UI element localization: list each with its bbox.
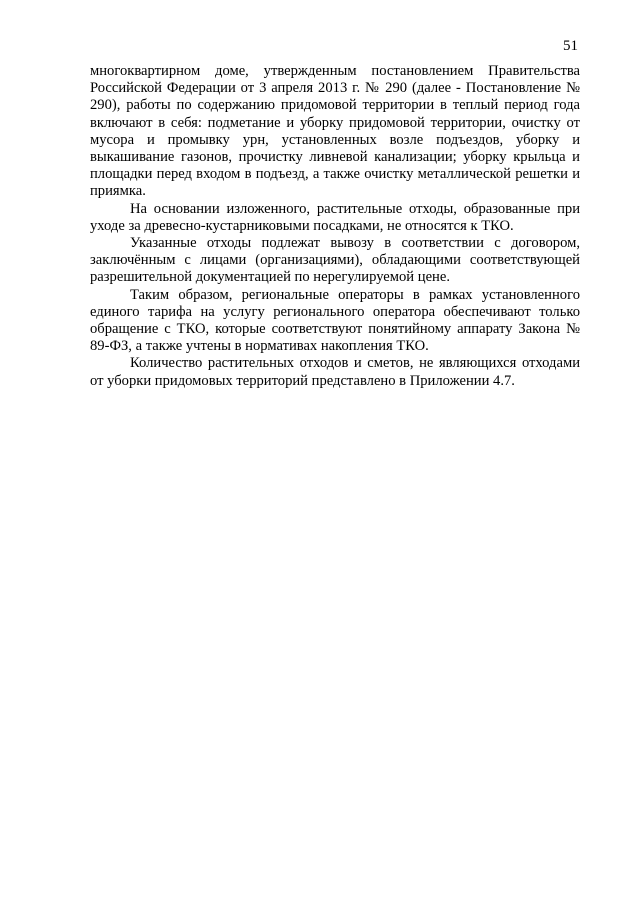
body-text xyxy=(90,63,580,390)
paragraph: На основании изложенного, растительные отходы, образованные при уходе за древесно-кустарниковыми посадками, не относятся к ТКО. xyxy=(90,200,580,234)
paragraph-continuation: многоквартирном доме, утвержденным постановлением Правительства Российской Федерации от 3 апреля 2013 г. № 290 (далее - Постановление № 290), работы по содержанию придомовой территории в теплый период года включают в себя: подметание и уборку придомовой территории, очистку от мусора и промывку урн, установленных возле подъездов, уборку и выкашивание газонов, прочистку ливневой канализации; уборку крыльца и площадки перед входом в подъезд, а также очистку металлической решетки и приямка. xyxy=(90,63,580,200)
page-number: 51 xyxy=(563,38,578,54)
paragraph: Количество растительных отходов и сметов, не являющихся отходами от уборки придомовых территорий представлено в Приложении 4.7. xyxy=(90,355,580,389)
paragraph: Таким образом, региональные операторы в рамках установленного единого тарифа на услугу регионального оператора обеспечивают только обращение с ТКО, которые соответствуют понятийному аппарату Закона № 89-ФЗ, а также учтены в нормативах накопления ТКО. xyxy=(90,286,580,355)
paragraph: Указанные отходы подлежат вывозу в соответствии с договором, заключённым с лицами (организациями), обладающими соответствующей разрешительной документацией по нерегулируемой цене. xyxy=(90,235,580,286)
